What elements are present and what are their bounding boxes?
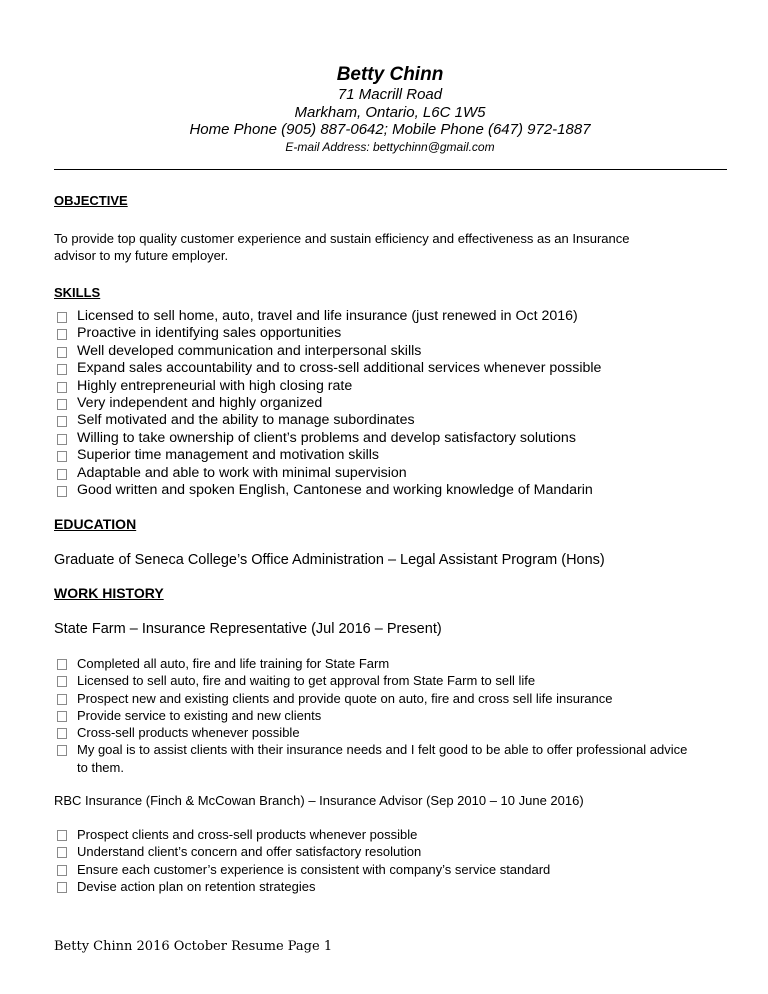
checkbox-bullet-icon <box>57 399 67 410</box>
skill-text: Proactive in identifying sales opportunities <box>77 325 342 342</box>
skill-text: Expand sales accountability and to cross-sell additional services whenever possible <box>77 360 602 377</box>
list-item <box>54 655 687 672</box>
skills-list <box>54 308 601 499</box>
list-item <box>54 412 601 429</box>
state-farm-duties-list <box>54 655 687 776</box>
list-item <box>54 430 601 447</box>
checkbox-bullet-icon <box>57 416 67 427</box>
duty-text: Licensed to sell auto, fire and waiting to get approval from State Farm to sell life <box>77 673 536 689</box>
list-item <box>54 741 687 758</box>
skill-text: Good written and spoken English, Cantonese and working knowledge of Mandarin <box>77 482 593 499</box>
list-item <box>54 672 687 689</box>
list-item <box>54 395 601 412</box>
list-item <box>54 343 601 360</box>
skill-text: Well developed communication and interpersonal skills <box>77 342 422 359</box>
objective-line: advisor to my future employer. <box>54 248 229 263</box>
checkbox-bullet-icon <box>57 329 67 340</box>
duty-text: to them. <box>77 759 124 775</box>
applicant-name: Betty Chinn <box>336 64 444 85</box>
list-item <box>54 447 601 464</box>
rbc-duties-list <box>54 826 550 895</box>
list-item <box>54 308 601 325</box>
skill-text: Willing to take ownership of client’s problems and develop satisfactory solutions <box>77 429 576 446</box>
list-item <box>54 325 601 342</box>
checkbox-bullet-icon <box>57 312 67 323</box>
checkbox-bullet-icon <box>57 847 67 858</box>
objective-text <box>54 230 694 264</box>
checkbox-bullet-icon <box>57 659 67 670</box>
checkbox-bullet-icon <box>57 347 67 358</box>
checkbox-bullet-icon <box>57 745 67 756</box>
checkbox-bullet-icon <box>57 364 67 375</box>
phone-numbers: Home Phone (905) 887-0642; Mobile Phone (647) 972-1887 <box>189 121 591 138</box>
checkbox-bullet-icon <box>57 711 67 722</box>
education-heading: EDUCATION <box>54 516 137 532</box>
list-item <box>54 878 550 895</box>
education-text: Graduate of Seneca College’s Office Administration – Legal Assistant Program (Hons) <box>54 552 605 568</box>
duty-text: Prospect new and existing clients and provide quote on auto, fire and cross sell life insurance <box>77 690 613 706</box>
duty-text: Devise action plan on retention strategies <box>77 878 316 894</box>
list-item <box>54 482 601 499</box>
checkbox-bullet-icon <box>57 434 67 445</box>
list-item <box>54 465 601 482</box>
list-item <box>54 861 550 878</box>
skill-text: Adaptable and able to work with minimal supervision <box>77 464 407 481</box>
duty-text: Prospect clients and cross-sell products whenever possible <box>77 827 418 842</box>
email-address: E-mail Address: bettychinn@gmail.com <box>285 139 495 154</box>
checkbox-bullet-icon <box>57 830 67 841</box>
list-item <box>54 707 687 724</box>
job-title-state-farm: State Farm – Insurance Representative (Jul 2016 – Present) <box>54 621 442 637</box>
address-line-1: 71 Macrill Road <box>337 86 443 103</box>
list-item <box>54 360 601 377</box>
duty-text: Completed all auto, fire and life training for State Farm <box>77 656 390 671</box>
checkbox-bullet-icon <box>57 469 67 480</box>
duty-text: Provide service to existing and new clients <box>77 707 322 723</box>
checkbox-bullet-icon <box>57 676 67 687</box>
duty-text: My goal is to assist clients with their insurance needs and I felt good to be able to offer professional advice <box>77 742 688 758</box>
checkbox-bullet-icon <box>57 382 67 393</box>
duty-text: Understand client’s concern and offer satisfactory resolution <box>77 844 422 860</box>
list-item <box>54 843 550 860</box>
work-history-heading: WORK HISTORY <box>54 585 164 601</box>
skills-heading: SKILLS <box>54 285 101 300</box>
job-title-rbc: RBC Insurance (Finch & McCowan Branch) – Insurance Advisor (Sep 2010 – 10 June 2016) <box>54 793 584 808</box>
contact-header <box>0 64 768 155</box>
duty-text: Ensure each customer’s experience is consistent with company’s service standard <box>77 861 551 877</box>
header-divider <box>54 169 727 170</box>
page-footer: Betty Chinn 2016 October Resume Page 1 <box>54 939 333 954</box>
list-item <box>54 378 601 395</box>
checkbox-bullet-icon <box>57 728 67 739</box>
checkbox-bullet-icon <box>57 451 67 462</box>
list-item <box>54 724 687 741</box>
list-item <box>54 826 550 843</box>
objective-heading: OBJECTIVE <box>54 193 128 208</box>
checkbox-bullet-icon <box>57 882 67 893</box>
skill-text: Highly entrepreneurial with high closing rate <box>77 377 353 394</box>
checkbox-bullet-icon <box>57 865 67 876</box>
list-item-continuation <box>54 759 687 776</box>
objective-line: To provide top quality customer experience and sustain efficiency and effectiveness as an Insurance <box>54 231 630 246</box>
address-line-2: Markham, Ontario, L6C 1W5 <box>294 103 486 121</box>
skill-text: Very independent and highly organized <box>77 395 323 412</box>
list-item <box>54 690 687 707</box>
checkbox-bullet-icon <box>57 694 67 705</box>
duty-text: Cross-sell products whenever possible <box>77 725 300 741</box>
skill-text: Superior time management and motivation skills <box>77 447 380 464</box>
skill-text: Licensed to sell home, auto, travel and life insurance (just renewed in Oct 2016) <box>77 308 578 324</box>
checkbox-bullet-icon <box>57 486 67 497</box>
skill-text: Self motivated and the ability to manage subordinates <box>77 412 415 429</box>
